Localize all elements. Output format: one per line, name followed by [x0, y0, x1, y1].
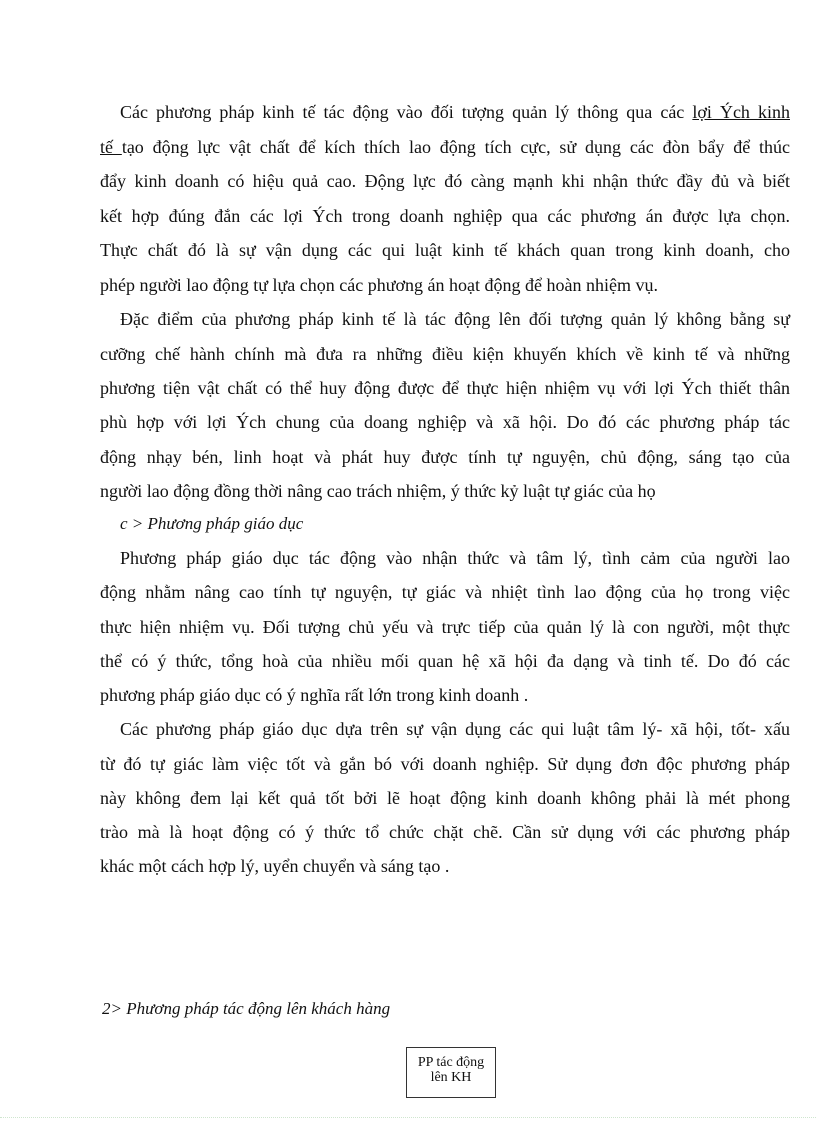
text-line: Phương pháp giáo dục tác động vào nhận thức và tâm lý, tình cảm của người lao	[120, 548, 790, 568]
text-line: phép người lao động tự lựa chọn các phương án hoạt động để hoàn nhiệm vụ.	[100, 275, 658, 295]
text-line: này không đem lại kết quả tốt bởi lẽ hoạt động kinh doanh không phải là mét phong	[100, 788, 790, 808]
text-line	[100, 136, 790, 158]
text-span: tạo động lực vật chất để kích thích lao động tích cực, sử dụng các đòn bẩy để thúc	[121, 137, 790, 157]
text-line: phương tiện vật chất có thể huy động được để thực hiện nhiệm vụ với lợi Ých thiết thân	[100, 378, 790, 398]
text-line: động nhằm nâng cao tính tự nguyện, tự giác và nhiệt tình lao động của họ trong việc	[100, 582, 790, 602]
text-span: Các phương pháp kinh tế tác động vào đối tượng quản lý thông qua các	[120, 102, 693, 122]
diagram-box-line: lên KH	[430, 1070, 472, 1085]
page-bottom-divider	[0, 1117, 816, 1118]
text-line: trào mà là hoạt động có ý thức tổ chức chặt chẽ. Cần sử dụng với các phương pháp	[100, 822, 790, 842]
text-line: động nhạy bén, linh hoạt và phát huy được tính tự nguyện, chủ động, sáng tạo của	[100, 447, 790, 467]
text-line: thể có ý thức, tổng hoà của nhiều mối quan hệ xã hội đa dạng và tinh tế. Do đó các	[100, 651, 790, 671]
text-line	[120, 101, 790, 123]
text-line: phương pháp giáo dục có ý nghĩa rất lớn trong kinh doanh .	[100, 685, 529, 705]
text-line: cưỡng chế hành chính mà đưa ra những điều kiện khuyến khích về kinh tế và những	[100, 344, 790, 364]
diagram-box-pp-tac-dong	[406, 1047, 496, 1098]
text-line: Các phương pháp giáo dục dựa trên sự vận dụng các qui luật tâm lý- xã hội, tốt- xấu	[120, 719, 790, 739]
text-line: khác một cách hợp lý, uyển chuyển và sáng tạo .	[100, 856, 450, 876]
text-line: phù hợp với lợi Ých chung của doang nghiệp và xã hội. Do đó các phương pháp tác	[100, 412, 790, 432]
text-line: kết hợp đúng đắn các lợi Ých trong doanh nghiệp qua các phương án được lựa chọn.	[100, 206, 790, 226]
text-line: người lao động đồng thời nâng cao trách nhiệm, ý thức kỷ luật tự giác của họ	[100, 481, 656, 501]
text-line: từ đó tự giác làm việc tốt và gắn bó với doanh nghiệp. Sử dụng đơn độc phương pháp	[100, 754, 790, 774]
diagram-box-line: PP tác động	[417, 1055, 485, 1070]
text-line: đẩy kinh doanh có hiệu quả cao. Động lực đó càng mạnh khi nhận thức đầy đủ và biết	[100, 171, 790, 191]
section-heading-2: 2> Phương pháp tác động lên khách hàng	[102, 999, 391, 1018]
underlined-phrase: lợi Ých kinh	[692, 102, 790, 122]
text-line: Đặc điểm của phương pháp kinh tế là tác động lên đối tượng quản lý không bằng sự	[120, 309, 790, 329]
text-line: thực hiện nhiệm vụ. Đối tượng chủ yếu và trực tiếp của quản lý là con người, một thực	[100, 617, 790, 637]
text-line: Thực chất đó là sự vận dụng các qui luật kinh tế khách quan trong kinh doanh, cho	[100, 240, 790, 260]
section-heading-c: c > Phương pháp giáo dục	[120, 514, 304, 533]
underlined-phrase: tế	[100, 137, 122, 157]
